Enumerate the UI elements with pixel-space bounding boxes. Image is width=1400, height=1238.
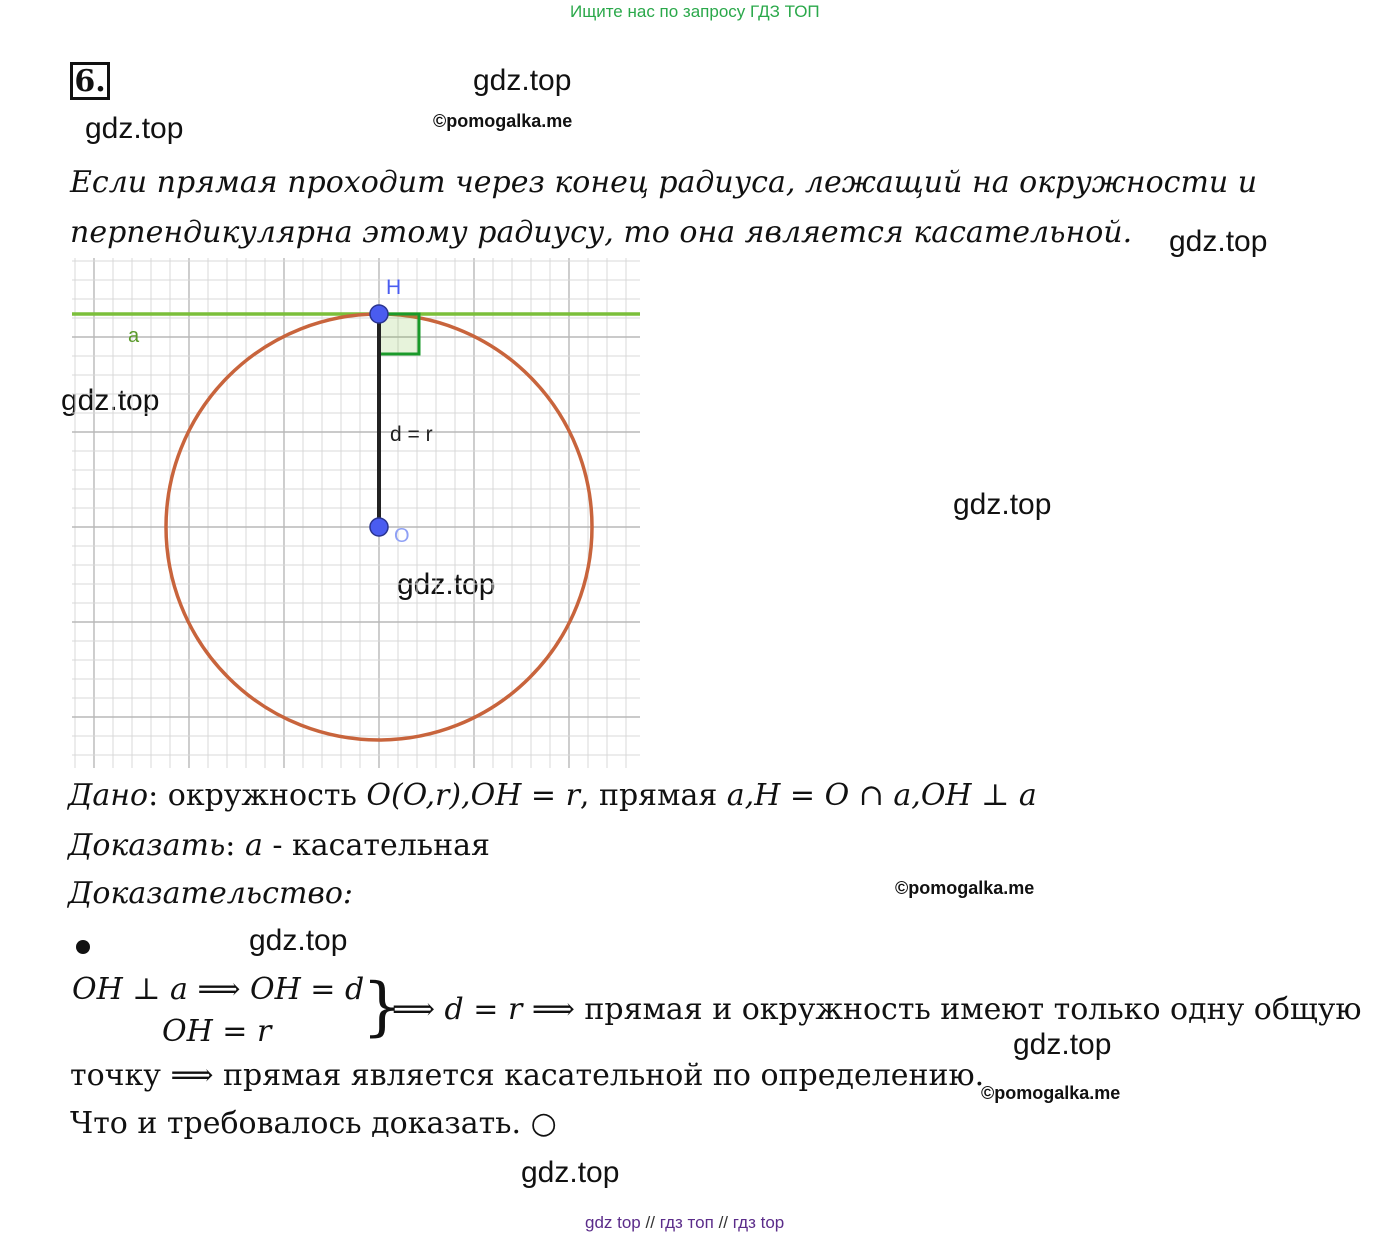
label-d-equals-r: d = r [390, 423, 433, 446]
prove-math: a [244, 828, 263, 863]
prove-text: - касательная [262, 828, 490, 863]
task-number: 6. [70, 62, 110, 100]
prove-sep: : [225, 828, 245, 863]
footer-link-2[interactable]: гдз топ [659, 1213, 714, 1232]
watermark: gdz.top [397, 568, 496, 601]
watermark: gdz.top [1169, 225, 1268, 258]
watermark: gdz.top [1013, 1028, 1112, 1061]
proof-line-2: OH = r [162, 1014, 272, 1049]
copyright-mark: ©pomogalka.me [433, 111, 573, 131]
prove-label: Доказать [68, 828, 226, 863]
footer-separator: // [645, 1213, 655, 1232]
footer-link-1[interactable]: gdz top [585, 1213, 641, 1232]
prove-line [68, 828, 490, 863]
line3-arrow: ⟹ [170, 1058, 214, 1093]
system-brace: } [362, 970, 403, 1044]
footer-link-3[interactable]: гдз top [732, 1213, 785, 1232]
theorem-line-1: Если прямая проходит через конец радиуса, лежащий на окружности и [70, 165, 1258, 200]
qed-line: Что и требовалось доказать. ○ [70, 1106, 557, 1141]
copyright-mark: ©pomogalka.me [895, 878, 1035, 898]
watermark: gdz.top [473, 64, 572, 97]
given-label: Дано [68, 778, 149, 813]
footer-links [585, 1213, 784, 1233]
line3-text-a: точку [70, 1058, 171, 1093]
theorem-line-2: перпендикулярна этому радиусу, то она является касательной. [70, 215, 1133, 250]
top-banner[interactable]: Ищите нас по запросу ГДЗ ТОП [570, 2, 820, 21]
label-a: a [128, 325, 140, 347]
conclusion-text: прямая и окружность имеют только одну общую [574, 992, 1362, 1027]
label-o: O [394, 525, 410, 547]
conclusion-math: ⟹ d = r ⟹ [392, 992, 575, 1027]
watermark: gdz.top [249, 924, 348, 957]
proof-conclusion [392, 992, 1362, 1027]
copyright-mark: ©pomogalka.me [981, 1083, 1121, 1103]
line3-text-b: прямая является касательной по определению. [213, 1058, 985, 1093]
proof-label: Доказательство: [68, 876, 354, 911]
proof-line-3 [70, 1058, 984, 1093]
given-math-2: a,H = O ∩ a,OH ⊥ a [726, 778, 1037, 813]
watermark: gdz.top [61, 384, 160, 417]
given-line [68, 778, 1037, 813]
grid [72, 258, 640, 768]
point-o [370, 518, 388, 536]
watermark: gdz.top [521, 1156, 620, 1189]
watermark: gdz.top [85, 112, 184, 145]
watermark: gdz.top [953, 488, 1052, 521]
point-h [370, 305, 388, 323]
given-math-1: O(O,r),OH = r [366, 778, 580, 813]
proof-line-1: OH ⊥ a ⟹ OH = d [72, 972, 365, 1007]
geometry-figure [72, 258, 642, 770]
given-text-1: : окружность [148, 778, 367, 813]
footer-separator: // [718, 1213, 729, 1232]
given-text-2: , прямая [579, 778, 727, 813]
label-h: H [386, 276, 402, 299]
bullet-icon [76, 940, 90, 954]
